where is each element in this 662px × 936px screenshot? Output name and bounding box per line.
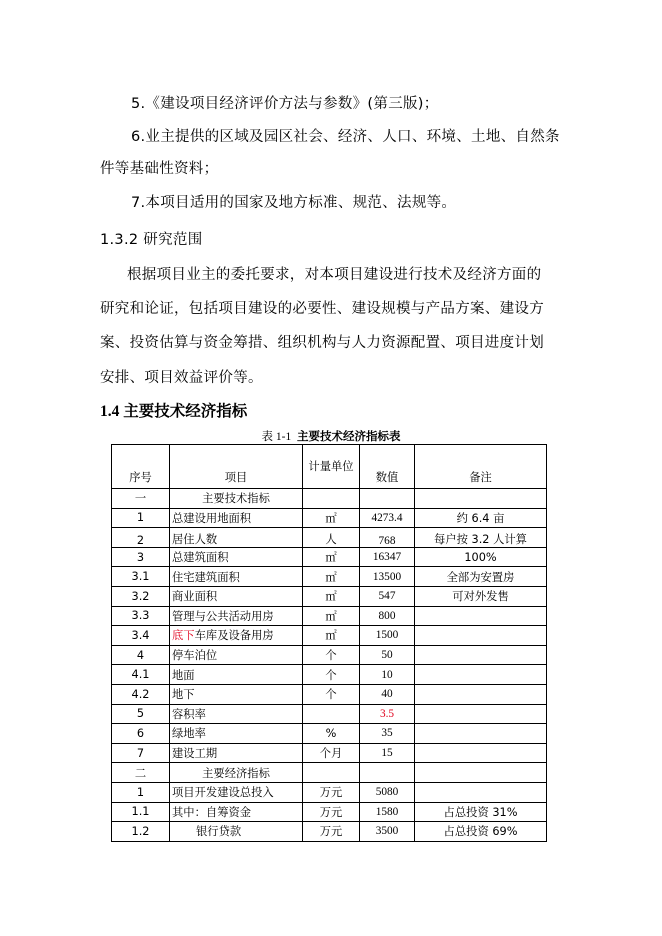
cell-no: 3.4 [112, 626, 170, 646]
cell-item: 其中：自筹资金 [170, 802, 303, 822]
cell-unit: ㎡ [303, 606, 360, 626]
cell-item: 容积率 [170, 704, 303, 724]
paragraph-scope-line1: 根据项目业主的委托要求，对本项目建设进行技术及经济方面的 [127, 267, 542, 283]
cell-item: 居住人数 [170, 528, 303, 548]
cell-no: 一 [112, 489, 170, 509]
cell-remark [415, 626, 547, 646]
table-row [112, 704, 547, 724]
cell-no: 1 [112, 508, 170, 528]
cell-no: 1.1 [112, 802, 170, 822]
cell-remark: 约 6.4 亩 [415, 508, 547, 528]
cell-unit [303, 763, 360, 783]
cell-unit: 个 [303, 684, 360, 704]
cell-remark [415, 684, 547, 704]
cell-unit: % [303, 724, 360, 744]
section-heading-1-3-2: 1.3.2 研究范围 [100, 232, 203, 248]
table-caption-label: 表 1-1 [261, 431, 292, 443]
cell-no: 2 [112, 528, 170, 548]
cell-no: 4.2 [112, 684, 170, 704]
cell-value: 547 [360, 586, 415, 606]
cell-unit: ㎡ [303, 586, 360, 606]
cell-no: 6 [112, 724, 170, 744]
cell-item: 银行贷款 [170, 822, 303, 842]
table-caption [0, 428, 662, 444]
cell-value: 1580 [360, 802, 415, 822]
cell-unit: ㎡ [303, 626, 360, 646]
cell-remark [415, 743, 547, 763]
cell-unit: 万元 [303, 802, 360, 822]
header-value: 数值 [360, 445, 415, 489]
table-row [112, 665, 547, 685]
cell-item [170, 626, 303, 646]
table-caption-title: 主要技术经济指标表 [296, 431, 401, 443]
paragraph-scope-line4: 安排、项目效益评价等。 [100, 370, 263, 386]
table-row [112, 528, 547, 548]
cell-value: 40 [360, 684, 415, 704]
cell-value: 768 [360, 528, 415, 548]
cell-value: 3500 [360, 822, 415, 842]
cell-no: 3.3 [112, 606, 170, 626]
cell-no: 7 [112, 743, 170, 763]
header-unit: 计量单位 [303, 445, 360, 489]
paragraph-ref6-line2: 件等基础性资料； [100, 161, 219, 177]
cell-item: 总建设用地面积 [170, 508, 303, 528]
cell-item: 绿地率 [170, 724, 303, 744]
cell-value: 1500 [360, 626, 415, 646]
cell-no: 1 [112, 782, 170, 802]
cell-no: 二 [112, 763, 170, 783]
cell-item: 地下 [170, 684, 303, 704]
table-row [112, 567, 547, 587]
cell-unit: 人 [303, 528, 360, 548]
cell-remark: 可对外发售 [415, 586, 547, 606]
cell-item: 主要经济指标 [170, 763, 303, 783]
cell-remark: 占总投资 69% [415, 822, 547, 842]
table-row [112, 743, 547, 763]
cell-remark [415, 782, 547, 802]
cell-value: 50 [360, 645, 415, 665]
cell-unit: 个月 [303, 743, 360, 763]
header-no: 序号 [112, 445, 170, 489]
cell-remark: 每户按 3.2 人计算 [415, 528, 547, 548]
cell-unit [303, 489, 360, 509]
cell-value: 35 [360, 724, 415, 744]
cell-no: 4.1 [112, 665, 170, 685]
cell-value: 3.5 [360, 704, 415, 724]
cell-value [360, 763, 415, 783]
cell-item: 主要技术指标 [170, 489, 303, 509]
cell-item: 商业面积 [170, 586, 303, 606]
cell-remark [415, 763, 547, 783]
cell-no: 3.1 [112, 567, 170, 587]
cell-unit: 个 [303, 665, 360, 685]
cell-unit: 万元 [303, 782, 360, 802]
cell-remark [415, 645, 547, 665]
cell-unit: ㎡ [303, 567, 360, 587]
paragraph-ref7: 7.本项目适用的国家及地方标准、规范、法规等。 [131, 195, 457, 211]
table-row [112, 822, 547, 842]
cell-no: 3 [112, 547, 170, 567]
cell-remark [415, 665, 547, 685]
cell-remark [415, 724, 547, 744]
table-row [112, 782, 547, 802]
cell-no: 3.2 [112, 586, 170, 606]
cell-item: 地面 [170, 665, 303, 685]
table-row [112, 586, 547, 606]
paragraph-scope-line2: 研究和论证，包括项目建设的必要性、建设规模与产品方案、建设方 [100, 301, 544, 317]
cell-value [360, 489, 415, 509]
section-heading-1-4: 1.4 主要技术经济指标 [100, 403, 248, 420]
cell-remark [415, 606, 547, 626]
table-row [112, 645, 547, 665]
table-row [112, 606, 547, 626]
cell-unit: 个 [303, 645, 360, 665]
cell-no: 5 [112, 704, 170, 724]
header-remark: 备注 [415, 445, 547, 489]
cell-unit: ㎡ [303, 547, 360, 567]
table-row [112, 684, 547, 704]
cell-value: 10 [360, 665, 415, 685]
cell-value: 13500 [360, 567, 415, 587]
cell-item-text: 车库及设备用房 [194, 629, 274, 643]
cell-value: 16347 [360, 547, 415, 567]
table-row [112, 763, 547, 783]
table-row [112, 508, 547, 528]
header-item: 项目 [170, 445, 303, 489]
table-row [112, 547, 547, 567]
cell-value: 5080 [360, 782, 415, 802]
cell-item: 总建筑面积 [170, 547, 303, 567]
table-header-row [112, 445, 547, 489]
cell-remark [415, 489, 547, 509]
cell-remark: 全部为安置房 [415, 567, 547, 587]
table-row [112, 626, 547, 646]
cell-unit [303, 704, 360, 724]
cell-remark: 100% [415, 547, 547, 567]
cell-value: 15 [360, 743, 415, 763]
cell-remark: 占总投资 31% [415, 802, 547, 822]
cell-unit: 万元 [303, 822, 360, 842]
paragraph-scope-line3: 案、投资估算与资金筹措、组织机构与人力资源配置、项目进度计划 [100, 335, 544, 351]
cell-no: 1.2 [112, 822, 170, 842]
table-row [112, 802, 547, 822]
table-row [112, 724, 547, 744]
cell-item: 项目开发建设总投入 [170, 782, 303, 802]
cell-item: 停车泊位 [170, 645, 303, 665]
cell-unit: ㎡ [303, 508, 360, 528]
paragraph-ref6-line1: 6.业主提供的区域及园区社会、经济、人口、环境、土地、自然条 [131, 129, 560, 145]
cell-remark [415, 704, 547, 724]
cell-item-highlight: 底下 [172, 629, 195, 643]
paragraph-ref5: 5.《建设项目经济评价方法与参数》(第三版)； [131, 96, 439, 112]
cell-value: 800 [360, 606, 415, 626]
cell-item: 住宅建筑面积 [170, 567, 303, 587]
cell-item: 建设工期 [170, 743, 303, 763]
table-row [112, 489, 547, 509]
cell-item: 管理与公共活动用房 [170, 606, 303, 626]
cell-value: 4273.4 [360, 508, 415, 528]
cell-no: 4 [112, 645, 170, 665]
indicators-table [111, 444, 547, 842]
